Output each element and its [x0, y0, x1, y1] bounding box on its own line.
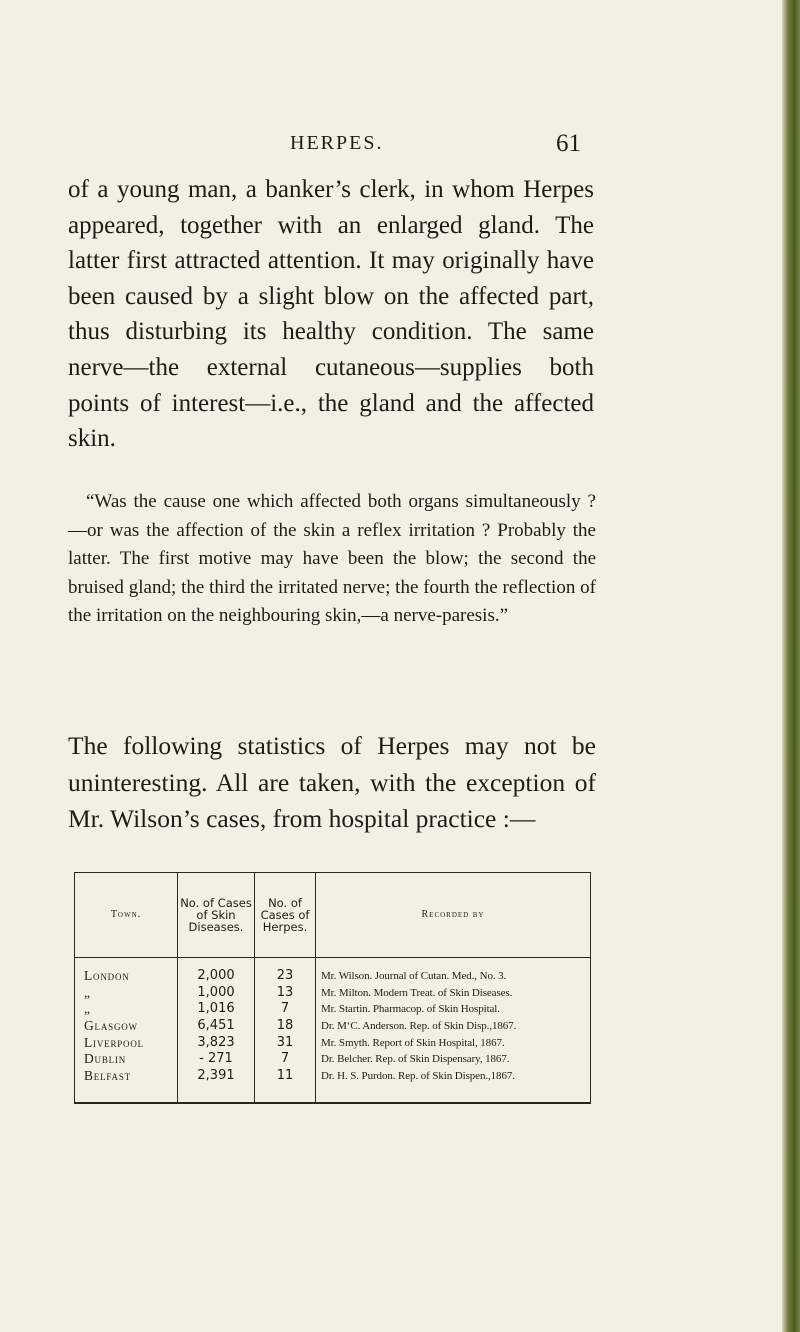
skin-cases-cell: 2,000: [197, 968, 235, 983]
skin-cases-cell: - 271: [199, 1051, 233, 1067]
paragraph-2: The following statistics of Herpes may not be uninteresting. All are taken, with the exception of Mr. Wilson’s cases, from hospital practice :—: [68, 731, 596, 833]
header-herpes-cases: No. of Cases of Herpes.: [255, 873, 316, 958]
town-cell: Glasgow: [84, 1018, 138, 1034]
recorded-by-cell: Dr. H. S. Purdon. Rep. of Skin Dispen.,1867.: [321, 1070, 515, 1083]
quoted-paragraph: “Was the cause one which affected both organs simultaneously ?—or was the affection of the skin a reflex irritation ? Probably the latter. The first motive may have been the blow; the second the bruised gland; the third the irritated nerve; the fourth the reflection of the irritation on the neighbouring skin,—a nerve-paresis.”: [68, 491, 596, 626]
recorded-by-cell: Mr. Smyth. Report of Skin Hospital, 1867.: [321, 1036, 505, 1049]
skin-cases-cell: 6,451: [197, 1018, 235, 1034]
herpes-cases-cell: 18: [276, 1018, 294, 1034]
herpes-statistics-table: [74, 872, 591, 1104]
page-number: 61: [556, 130, 581, 157]
recorded-by-cell: Mr. Wilson. Journal of Cutan. Med., No. 3.: [321, 970, 507, 982]
herpes-cases-cell: 7: [280, 1051, 290, 1067]
page-edge-binding: [782, 0, 800, 1332]
skin-cases-cell: 2,391: [197, 1068, 235, 1084]
town-cell: Dublin: [84, 1051, 127, 1067]
header-recorded-by: Recorded by: [316, 873, 591, 958]
header-skin-cases: No. of Cases of Skin Diseases.: [178, 873, 255, 958]
herpes-cases-cell: 11: [276, 1068, 294, 1084]
skin-cases-column: [178, 958, 255, 1104]
herpes-cases-cell: 7: [280, 1001, 290, 1017]
herpes-cases-column: [255, 958, 316, 1104]
town-cell: „: [84, 984, 91, 1000]
skin-cases-cell: 1,016: [197, 1001, 235, 1017]
recorded-by-cell: Dr. M‘C. Anderson. Rep. of Skin Disp.,1867.: [321, 1020, 517, 1033]
running-title: HERPES.: [290, 132, 384, 154]
recorded-by-cell: Mr. Milton. Modern Treat. of Skin Diseases.: [321, 986, 513, 999]
town-column: [75, 958, 178, 1104]
skin-cases-cell: 3,823: [197, 1034, 235, 1050]
herpes-cases-cell: 31: [276, 1034, 294, 1050]
table-body-row: [75, 958, 591, 1104]
recorded-by-cell: Mr. Startin. Pharmacop. of Skin Hospital.: [321, 1003, 500, 1016]
paragraph-1: of a young man, a banker’s clerk, in whom Herpes appeared, together with an enlarged gland. The latter first attracted attention. It may originally have been caused by a slight blow on the affected part, thus disturbing its healthy condition. The same nerve—the external cutaneous—supplies both points of interest—i.e., the gland and the affected skin.: [68, 176, 594, 453]
skin-cases-cell: 1,000: [197, 984, 235, 1000]
header-town: Town.: [75, 873, 178, 958]
recorded-by-cell: Dr. Belcher. Rep. of Skin Dispensary, 1867.: [321, 1053, 510, 1066]
running-header: [0, 130, 760, 160]
town-cell: Liverpool: [84, 1034, 144, 1050]
recorded-by-column: [316, 958, 591, 1104]
herpes-cases-cell: 23: [276, 968, 294, 983]
town-cell: Belfast: [84, 1068, 131, 1084]
town-cell: London: [84, 968, 130, 983]
herpes-cases-cell: 13: [276, 984, 294, 1000]
town-cell: „: [84, 1001, 91, 1017]
table-header-row: [75, 873, 591, 958]
